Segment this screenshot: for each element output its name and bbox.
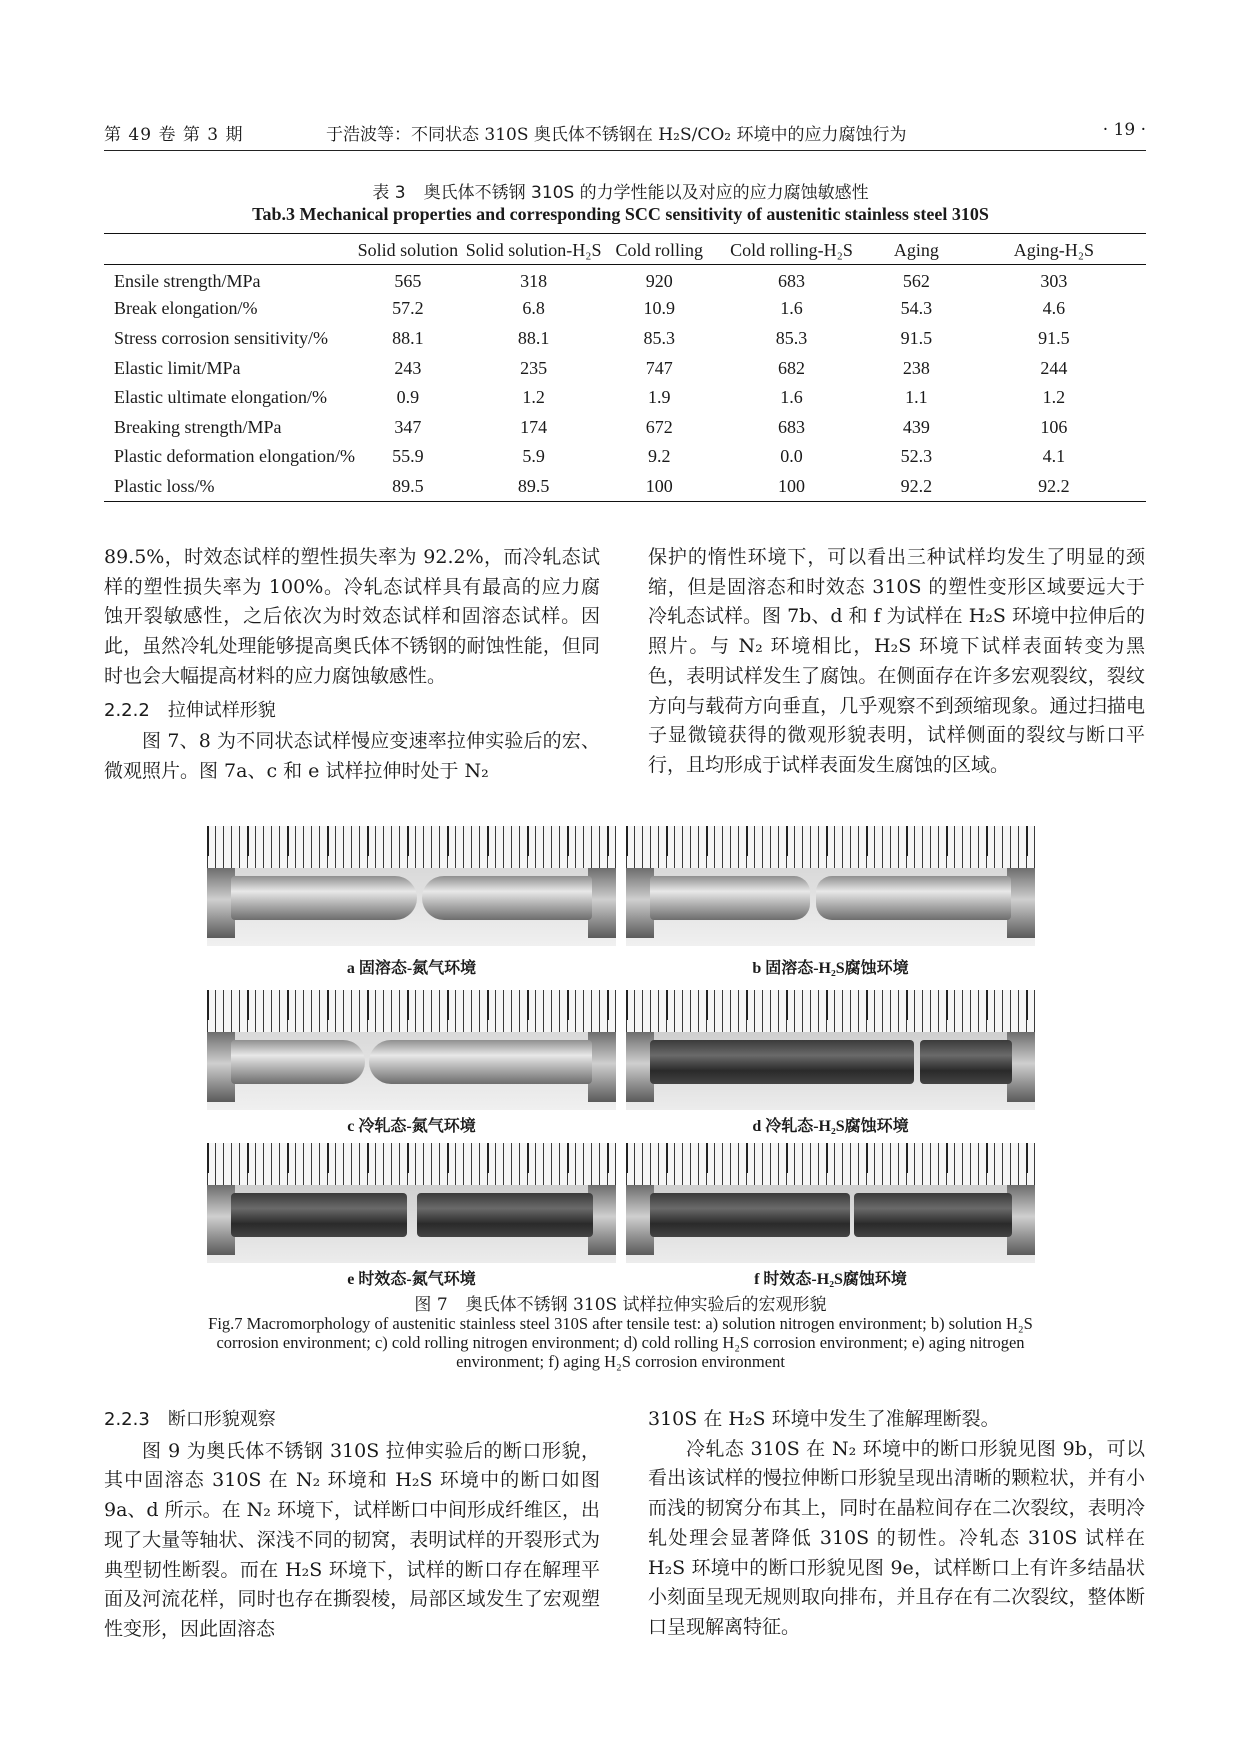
table-cell: 920 <box>645 271 673 292</box>
table-row <box>104 353 1146 383</box>
column-header: Solid solution-H₂S <box>465 239 602 260</box>
panel-caption: c 冷轧态-氮气环境 <box>347 1118 476 1135</box>
running-header <box>104 120 1146 150</box>
table-cell: 747 <box>645 357 673 378</box>
table-row <box>104 383 1146 413</box>
column-header <box>104 234 355 265</box>
table-cell: 174 <box>520 416 548 437</box>
table-cell: 54.3 <box>900 298 933 319</box>
table-cell: 4.1 <box>1042 446 1066 467</box>
table-cell: 89.5 <box>517 475 550 496</box>
table-cell: 92.2 <box>1038 475 1070 496</box>
photo-d-cold-rolling-h2s <box>626 990 1035 1110</box>
table-row <box>104 324 1146 354</box>
photo-a-solution-nitrogen <box>207 826 616 946</box>
row-label: Plastic deformation elongation/% <box>114 446 355 467</box>
figure-caption-cn <box>0 1290 1241 1315</box>
table-cell: 10.9 <box>643 298 676 319</box>
table-cell: 91.5 <box>1038 327 1070 348</box>
panel-caption: f 时效态-H₂S腐蚀环境 <box>754 1271 907 1288</box>
table-title-cn-text: 奥氏体不锈钢 310S 的力学性能以及对应的应力腐蚀敏感性 <box>423 183 869 203</box>
table-title-en: Tab.3 Mechanical properties and corresponding SCC sensitivity of austenitic stainless steel 310S <box>252 204 989 224</box>
table-cell: 52.3 <box>900 446 933 467</box>
ruler-scale <box>626 1143 1035 1185</box>
table-cell: 106 <box>1040 416 1068 437</box>
properties-table <box>104 233 1146 502</box>
table-cell: 89.5 <box>392 475 424 496</box>
table-cell: 0.9 <box>396 387 420 408</box>
table-row <box>104 294 1146 324</box>
section-title: 断口形貌观察 <box>167 1409 276 1430</box>
table-cell: 0.0 <box>780 446 803 467</box>
table-cell: 243 <box>394 357 422 378</box>
table-cell: 4.6 <box>1042 298 1066 319</box>
running-title: 于浩波等：不同状态 310S 奥氏体不锈钢在 H₂S/CO₂ 环境中的应力腐蚀行为 <box>326 125 907 145</box>
paragraph: 图 9 为奥氏体不锈钢 310S 拉伸实验后的断口形貌，其中固溶态 310S 在 N₂ 环境和 H₂S 环境中的断口如图 9a、d 所示。在 N₂ 环境下，试样断口中间形成纤维区，出现了大量等轴状、深浅不同的韧窝，表明试样的开裂形式为典型韧性断裂。而在 H₂S 环境下，试样的断口存在解理平面及河流花样，同时也存在撕裂棱，局部区域发生了宏观塑性变形，因此固溶态 <box>104 1439 600 1640</box>
table-cell: 683 <box>778 416 806 437</box>
volume-issue: 第 49 卷 第 3 期 <box>104 125 244 145</box>
table-cell: 92.2 <box>900 475 933 496</box>
table-header-row <box>104 234 1146 265</box>
table-cell: 57.2 <box>392 298 424 319</box>
column-header: Cold rolling-H₂S <box>730 239 853 260</box>
row-label: Break elongation/% <box>114 298 258 319</box>
panel-caption: e 时效态-氮气环境 <box>347 1271 476 1288</box>
paragraph: 冷轧态 310S 在 N₂ 环境中的断口形貌见图 9b，可以看出该试样的慢拉伸断口形貌呈现出清晰的颗粒状，并有小而浅的韧窝分布其上，同时在晶粒间存在二次裂纹，表明冷轧处理会显著降低 310S 的韧性。冷轧态 310S 试样在 H₂S 环境中的断口形貌见图 9e，试样断口上有许多结晶状小刻面呈现无规则取向排布，并且存在有二次裂纹，整体断口呈现解离特征。 <box>648 1437 1145 1638</box>
left-column-bottom <box>104 1405 600 1645</box>
panel-caption: a 固溶态-氮气环境 <box>346 960 477 977</box>
photo-e-aging-nitrogen <box>207 1143 616 1263</box>
section-heading-2-2-2 <box>104 696 600 726</box>
row-label: Elastic ultimate elongation/% <box>114 387 327 408</box>
table-cell: 1.6 <box>780 298 803 319</box>
left-column-top <box>104 543 600 787</box>
figure-caption-en: Fig.7 Macromorphology of austenitic stainless steel 310S after tensile test: a) solution nitrogen environment; b) solution H₂S corrosion environment; c) cold rolling nitrogen environment; d) cold rolling H₂S corrosion environment; e) aging nitrogen environment; f) aging H₂S corrosion environment <box>208 1314 1033 1371</box>
paragraph: 保护的惰性环境下，可以看出三种试样均发生了明显的颈缩，但是固溶态和时效态 310S 的塑性变形区域要远大于冷轧态试样。图 7b、d 和 f 为试样在 H₂S 环境中拉伸后的照片。与 N₂ 环境相比，H₂S 环境下试样表面转变为黑色，表明试样发生了腐蚀。在侧面存在许多宏观裂纹，裂纹方向与载荷方向垂直，几乎观察不到颈缩现象。通过扫描电子显微镜获得的微观形貌表明，试样侧面的裂纹与断口平行，且均形成于试样表面发生腐蚀的区域。 <box>648 546 1145 776</box>
row-label: Breaking strength/MPa <box>114 416 282 437</box>
column-header: Aging <box>893 239 939 260</box>
table-body <box>104 265 1146 502</box>
table-cell: 55.9 <box>392 446 424 467</box>
column-header: Solid solution <box>357 239 459 260</box>
table-cell: 565 <box>394 271 422 292</box>
right-column-bottom <box>648 1405 1145 1643</box>
row-label: Stress corrosion sensitivity/% <box>114 327 328 348</box>
table-cell: 683 <box>778 271 806 292</box>
paragraph: 89.5%，时效态试样的塑性损失率为 92.2%，而冷轧态试样的塑性损失率为 100%。冷轧态试样具有最高的应力腐蚀开裂敏感性，之后依次为时效态试样和固溶态试样。因此，虽然冷轧处理能够提高奥氏体不锈钢的耐蚀性能，但同时也会大幅提高材料的应力腐蚀敏感性。 <box>104 546 600 687</box>
table-cell: 1.2 <box>1042 387 1066 408</box>
photo-f-aging-h2s <box>626 1143 1035 1263</box>
figure-number: 图 7 <box>414 1295 448 1315</box>
table-cell: 100 <box>778 475 806 496</box>
table-cell: 238 <box>902 357 930 378</box>
section-number: 2.2.3 <box>104 1409 150 1430</box>
page-number: · 19 · <box>1102 120 1146 140</box>
table-row <box>104 265 1146 295</box>
table-cell: 88.1 <box>392 327 424 348</box>
table-cell: 1.6 <box>780 387 803 408</box>
table-cell: 5.9 <box>522 446 545 467</box>
table-number: 表 3 <box>372 183 406 203</box>
photo-c-cold-rolling-nitrogen <box>207 990 616 1110</box>
table-cell: 303 <box>1040 271 1068 292</box>
table-row <box>104 442 1146 472</box>
ruler-scale <box>207 1143 616 1185</box>
table-cell: 1.2 <box>522 387 545 408</box>
table-cell: 100 <box>645 475 673 496</box>
table-cell: 318 <box>520 271 548 292</box>
photo-b-solution-h2s <box>626 826 1035 946</box>
ruler-scale <box>626 826 1035 868</box>
paragraph: 310S 在 H₂S 环境中发生了准解理断裂。 <box>648 1408 1000 1430</box>
right-column-top <box>648 543 1145 781</box>
section-number: 2.2.2 <box>104 699 150 721</box>
ruler-scale <box>207 990 616 1032</box>
table-cell: 672 <box>645 416 673 437</box>
table-row <box>104 472 1146 502</box>
row-label: Plastic loss/% <box>114 475 215 496</box>
ruler-scale <box>207 826 616 868</box>
table-cell: 682 <box>778 357 806 378</box>
table-cell: 91.5 <box>900 327 933 348</box>
table-title-cn <box>0 178 1241 203</box>
table-cell: 85.3 <box>643 327 676 348</box>
panel-caption: b 固溶态-H₂S腐蚀环境 <box>752 960 909 977</box>
table-cell: 1.9 <box>648 387 671 408</box>
column-header: Aging-H₂S <box>1013 239 1095 260</box>
ruler-scale <box>626 990 1035 1032</box>
table-cell: 85.3 <box>775 327 808 348</box>
row-label: Ensile strength/MPa <box>114 271 261 292</box>
table-cell: 235 <box>520 357 548 378</box>
row-label: Elastic limit/MPa <box>114 357 241 378</box>
panel-caption: d 冷轧态-H₂S腐蚀环境 <box>752 1118 909 1135</box>
section-heading-2-2-3 <box>104 1405 600 1435</box>
table-cell: 562 <box>902 271 930 292</box>
table-cell: 244 <box>1040 357 1068 378</box>
table-cell: 347 <box>394 416 422 437</box>
figure-caption-cn-text: 奥氏体不锈钢 310S 试样拉伸实验后的宏观形貌 <box>465 1295 827 1315</box>
header-rule <box>104 150 1146 151</box>
table-cell: 1.1 <box>905 387 928 408</box>
paragraph: 图 7、8 为不同状态试样慢应变速率拉伸实验后的宏、微观照片。图 7a、c 和 e 试样拉伸时处于 N₂ <box>104 730 600 782</box>
section-title: 拉伸试样形貌 <box>167 699 276 721</box>
table-cell: 9.2 <box>648 446 671 467</box>
column-header: Cold rolling <box>615 239 704 260</box>
table-cell: 88.1 <box>517 327 550 348</box>
table-cell: 439 <box>902 416 930 437</box>
table-row <box>104 412 1146 442</box>
table-cell: 6.8 <box>522 298 545 319</box>
